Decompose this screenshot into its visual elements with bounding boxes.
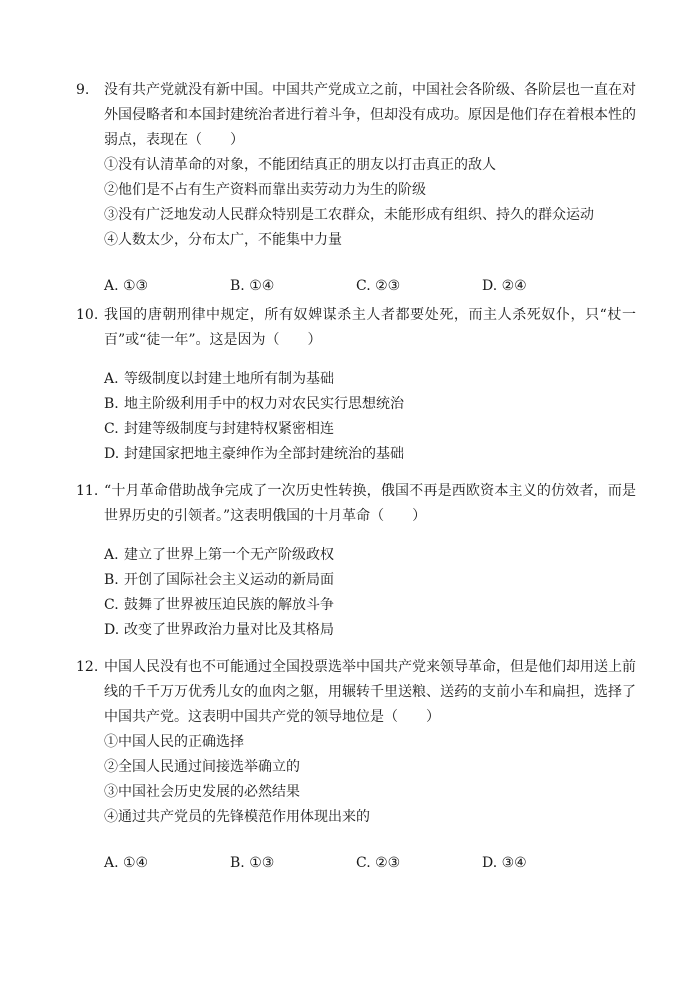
question-number: 12. (76, 659, 99, 675)
choice-a[interactable]: A. ①④ (104, 855, 149, 871)
question-stem: 没有共产党就没有新中国。中国共产党成立之前，中国社会各阶级、各阶层也一直在对外国侵略者和本国封建统治者进行着斗争，但却没有成功。原因是他们存在着根本性的弱点，表现在（ ） (104, 82, 636, 148)
statement: ①没有认清革命的对象，不能团结真正的朋友以打击真正的敌人 (104, 157, 496, 173)
question-9 (76, 78, 636, 299)
choice-a[interactable]: A. 等级制度以封建土地所有制为基础 (104, 371, 334, 387)
choice-b[interactable]: B. ①④ (230, 278, 275, 294)
statement: ③没有广泛地发动人民群众特别是工农群众，未能形成有组织、持久的群众运动 (104, 207, 594, 223)
question-10 (76, 303, 636, 467)
choice-a[interactable]: A. ①③ (104, 278, 149, 294)
choice-b[interactable]: B. 开创了国际社会主义运动的新局面 (104, 572, 334, 588)
choice-d[interactable]: D. 封建国家把地主豪绅作为全部封建统治的基础 (104, 446, 404, 462)
answer-choices (104, 543, 636, 643)
choice-d[interactable]: D. ②④ (482, 278, 527, 294)
choice-b[interactable]: B. ①③ (230, 855, 275, 871)
statement: ②他们是不占有生产资料而靠出卖劳动力为生的阶级 (104, 182, 426, 198)
answer-choices (104, 274, 636, 299)
choice-c[interactable]: C. 封建等级制度与封建特权紧密相连 (104, 421, 334, 437)
statement: ④人数太少，分布太广，不能集中力量 (104, 232, 342, 248)
statement-list (104, 153, 636, 253)
answer-choices (104, 367, 636, 467)
statement: ④通过共产党员的先锋模范作用体现出来的 (104, 809, 370, 825)
choice-a[interactable]: A. 建立了世界上第一个无产阶级政权 (104, 547, 334, 563)
statement: ①中国人民的正确选择 (104, 734, 244, 750)
question-number: 9. (76, 82, 90, 98)
question-stem: “十月革命借助战争完成了一次历史性转换，俄国不再是西欧资本主义的仿效者，而是世界历史的引领者。”这表明俄国的十月革命（ ） (104, 483, 636, 524)
question-stem: 中国人民没有也不可能通过全国投票选举中国共产党来领导革命，但是他们却用送上前线的千千万万优秀儿女的血肉之躯，用辗转千里送粮、送药的支前小车和扁担，选择了中国共产党。这表明中国共产党的领导地位是（ ） (104, 659, 636, 725)
choice-c[interactable]: C. 鼓舞了世界被压迫民族的解放斗争 (104, 597, 334, 613)
statement: ②全国人民通过间接选举确立的 (104, 759, 300, 775)
statement-list (104, 730, 636, 830)
choice-d[interactable]: D. 改变了世界政治力量对比及其格局 (104, 622, 334, 638)
choice-c[interactable]: C. ②③ (356, 278, 401, 294)
choice-b[interactable]: B. 地主阶级利用手中的权力对农民实行思想统治 (104, 396, 404, 412)
choice-c[interactable]: C. ②③ (356, 855, 401, 871)
question-number: 11. (76, 483, 99, 499)
question-11 (76, 479, 636, 643)
answer-choices (104, 851, 636, 876)
question-stem: 我国的唐朝刑律中规定，所有奴婢谋杀主人者都要处死，而主人杀死奴仆，只“杖一百”或“徒一年”。这是因为（ ） (104, 307, 636, 348)
question-number: 10. (76, 307, 99, 323)
question-12 (76, 655, 636, 876)
choice-d[interactable]: D. ③④ (482, 855, 527, 871)
statement: ③中国社会历史发展的必然结果 (104, 784, 300, 800)
